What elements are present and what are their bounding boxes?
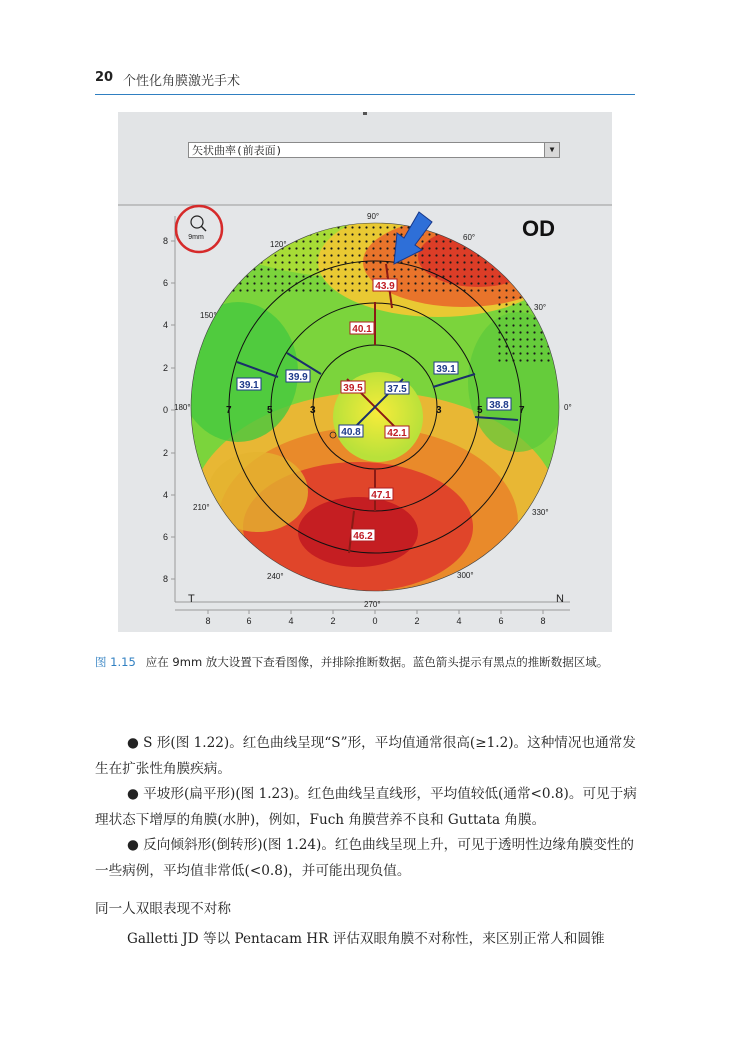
angle-180: 180°: [174, 403, 191, 412]
red-value-5: 47.1: [371, 490, 391, 501]
red-value-3: 39.5: [343, 383, 363, 394]
y-tick: 6: [162, 532, 168, 542]
nasal-label: N: [556, 593, 564, 605]
chevron-down-icon[interactable]: ▼: [544, 143, 559, 157]
y-tick: 2: [162, 363, 168, 373]
x-tick: 4: [456, 616, 462, 626]
red-value-1: 43.9: [375, 281, 395, 292]
angle-0: 0°: [564, 403, 572, 412]
figure-caption: [95, 651, 640, 674]
map-type-dropdown[interactable]: [188, 142, 560, 158]
y-tick: 0: [162, 405, 168, 415]
ring-label-3-right: 3: [436, 405, 442, 416]
page-header: [95, 64, 635, 95]
blue-value-2: 39.9: [288, 372, 308, 383]
value-box-top-peak: [373, 279, 397, 292]
x-tick: 6: [498, 616, 504, 626]
angle-30: 30°: [534, 303, 547, 312]
paragraph-galletti: Galletti JD 等以 Pentacam HR 评估双眼角膜不对称性，来区别正常人和圆锥: [127, 931, 605, 947]
x-tick: 8: [205, 616, 211, 626]
x-tick: 8: [540, 616, 546, 626]
map-type-selected: 矢状曲率(前表面): [192, 144, 283, 157]
angle-240: 240°: [267, 572, 284, 581]
value-box-bottom-peak: [351, 529, 375, 542]
bullet-flat-slope: ● 平坡形(扁平形)(图 1.23)。红色曲线呈直线形，平均值较低(通常<0.8)。可见于病理状态下增厚的角膜(水肿)，例如，Fuch 角膜营养不良和 Guttata 角膜。: [95, 786, 637, 828]
blue-value-6: 40.8: [341, 427, 361, 438]
topography-map: [118, 112, 612, 632]
value-box-right-outer: [487, 398, 511, 411]
zoom-label: 9mm: [188, 234, 204, 241]
value-box-left-mid: [286, 370, 310, 383]
blue-value-1: 39.1: [239, 380, 259, 391]
ring-label-5-right: 5: [477, 405, 483, 416]
x-tick: 0: [372, 616, 378, 626]
y-tick: 8: [162, 236, 168, 246]
angle-150: 150°: [200, 311, 217, 320]
angle-270: 270°: [364, 600, 381, 609]
x-tick: 2: [414, 616, 420, 626]
angle-330: 330°: [532, 508, 549, 517]
bullet-reverse-slope: ● 反向倾斜形(倒转形)(图 1.24)。红色曲线呈现上升，可见于透明性边缘角膜变性的一些病例，平均值非常低(<0.8)，并可能出现负值。: [95, 837, 634, 879]
x-tick: 6: [246, 616, 252, 626]
y-tick: 4: [162, 320, 168, 330]
value-box-right-mid: [434, 362, 458, 375]
angle-120: 120°: [270, 240, 287, 249]
angle-210: 210°: [193, 503, 210, 512]
running-title: 个性化角膜激光手术: [123, 74, 241, 89]
y-tick: 2: [162, 448, 168, 458]
y-tick: 6: [162, 278, 168, 288]
value-box-inner-top: [385, 382, 409, 395]
blue-value-5: 38.8: [489, 400, 509, 411]
corneal-topography-figure: [118, 112, 612, 632]
value-box-inner-right: [385, 426, 409, 439]
caption-text: 应在 9mm 放大设置下查看图像，并排除推断数据。蓝色箭头提示有黑点的推断数据区域。: [145, 655, 609, 669]
value-box-top-mid: [350, 322, 374, 335]
ring-label-7-left: 7: [226, 405, 232, 416]
bullet-s-shape: ● S 形(图 1.22)。红色曲线呈现“S”形，平均值通常很高(≥1.2)。这种情况也通常发生在扩张性角膜疾病。: [95, 735, 636, 777]
blue-value-4: 39.1: [436, 364, 456, 375]
caption-label: 图 1.15: [95, 655, 136, 669]
section-heading: 同一人双眼表现不对称: [95, 901, 231, 917]
angle-60: 60°: [463, 233, 476, 242]
value-box-inner-left: [341, 381, 365, 394]
zoom-9mm-indicator[interactable]: [176, 206, 222, 252]
ring-label-5-left: 5: [267, 405, 273, 416]
ring-label-3-left: 3: [310, 405, 316, 416]
y-tick: 4: [162, 490, 168, 500]
red-value-4: 42.1: [387, 428, 407, 439]
x-tick: 2: [330, 616, 336, 626]
y-tick: 8: [162, 574, 168, 584]
temporal-label: T: [188, 593, 195, 605]
ring-label-7-right: 7: [519, 405, 525, 416]
angle-300: 300°: [457, 571, 474, 580]
value-box-left-outer: [237, 378, 261, 391]
angle-90: 90°: [367, 212, 380, 221]
red-value-2: 40.1: [352, 324, 372, 335]
page-number: 20: [95, 70, 114, 85]
value-box-bottom-mid: [369, 488, 393, 501]
x-tick: 4: [288, 616, 294, 626]
blue-value-3: 37.5: [387, 384, 407, 395]
red-value-6: 46.2: [353, 531, 373, 542]
eye-label: OD: [522, 216, 555, 241]
value-box-inner-bottom: [339, 425, 363, 438]
